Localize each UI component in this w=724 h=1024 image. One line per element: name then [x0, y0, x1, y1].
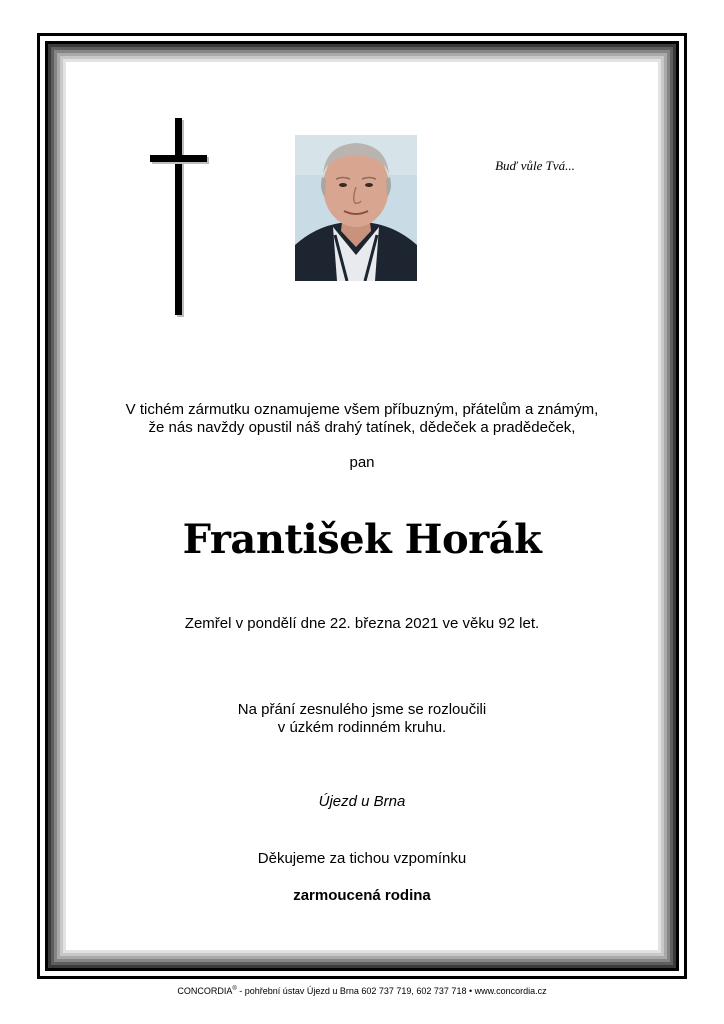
- wish-line-2: v úzkém rodinném kruhu.: [277, 719, 447, 736]
- place: Újezd u Brna: [318, 793, 406, 810]
- deceased-name: František Horák: [182, 516, 542, 563]
- intro-line-2: že nás navždy opustil náš drahý tatínek, dědeček a pradědeček,: [148, 419, 576, 436]
- death-info: Zemřel v pondělí dne 22. března 2021 ve věku 92 let.: [184, 615, 540, 632]
- footer: [0, 983, 724, 997]
- wish-line-1: Na přání zesnulého jsme se rozloučili: [237, 701, 487, 718]
- announcement-intro: [62, 401, 662, 437]
- motto: Buď vůle Tvá...: [495, 158, 575, 173]
- portrait-photo: [295, 135, 417, 281]
- signature: zarmoucená rodina: [293, 887, 431, 904]
- trademark-symbol: ®: [232, 986, 237, 992]
- intro-line-1: V tichém zármutku oznamujeme všem příbuzným, přátelům a známým,: [125, 401, 599, 418]
- thanks-line: Děkujeme za tichou vzpomínku: [257, 850, 467, 867]
- farewell-wish: [62, 701, 662, 737]
- footer-brand: CONCORDIA: [177, 986, 233, 996]
- cross-icon: [150, 118, 210, 318]
- honorific: pan: [349, 454, 375, 471]
- footer-text: - pohřební ústav Újezd u Brna 602 737 719, 602 737 718 • www.concordia.cz: [236, 986, 547, 996]
